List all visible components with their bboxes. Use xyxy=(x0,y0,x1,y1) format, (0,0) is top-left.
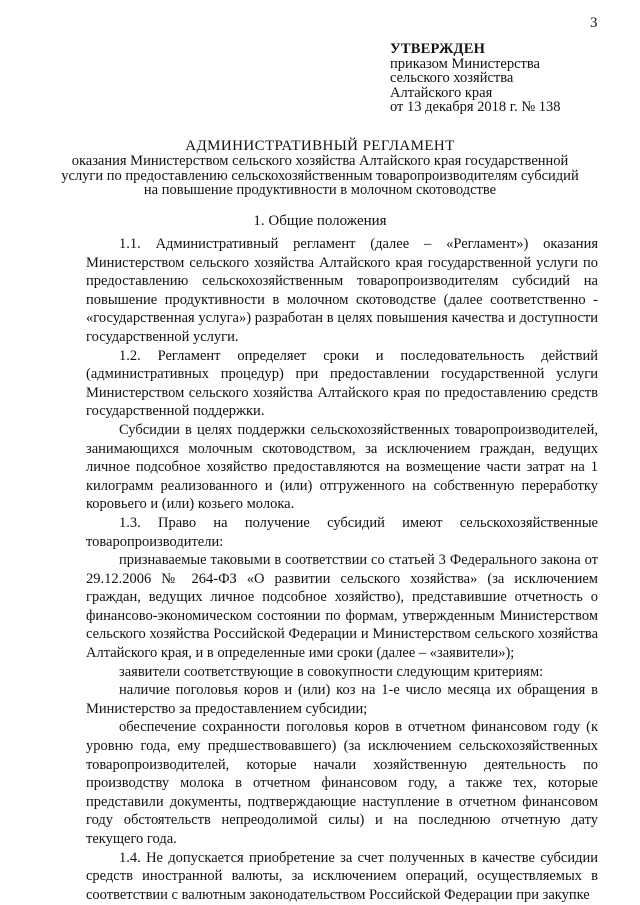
paragraph-1-2: 1.2. Регламент определяет сроки и последовательность действий (административных процедур) при предоставлении государственной услуги Министерством сельского хозяйства Алтайского края по предоставлению средств государственной поддержки. xyxy=(86,347,598,420)
approval-block xyxy=(390,42,630,115)
subtitle-line: на повышение продуктивности в молочном скотоводстве xyxy=(143,182,497,198)
approval-line: сельского хозяйства xyxy=(390,70,514,86)
paragraph-subsidies: Субсидии в целях поддержки сельскохозяйственных товаропроизводителей, занимающихся молочным скотоводством, за исключением граждан, ведущих личное подсобное хозяйство предоставляются на возмещение части затрат на 1 килограмм реализованного и (или) отгруженного на собственную переработку коровьего и (или) козьего молока. xyxy=(86,421,598,513)
approval-line: Алтайского края xyxy=(390,84,493,101)
paragraph-criteria: заявители соответствующие в совокупности следующим критериям: xyxy=(119,663,544,680)
paragraph-recognized: признаваемые таковыми в соответствии со статьей 3 Федерального закона от 29.12.2006 № 264-ФЗ «О развитии сельского хозяйства» (за исключением граждан, ведущих личное подсобное хозяйство), представившие отчетность о финансово-экономическом состоянии по формам, утвержденным Министерством сельского хозяйства Российской Федерации и Министерством сельского хозяйства Алтайского края, и в определенные ими сроки (далее – «заявители»); xyxy=(86,552,598,662)
section-body xyxy=(86,235,598,904)
approval-line: приказом Министерства xyxy=(390,55,540,72)
paragraph-1-3: 1.3. Право на получение субсидий имеют сельскохозяйственные товаропроизводители: xyxy=(86,514,598,550)
paragraph-livestock: наличие поголовья коров и (или) коз на 1-е число месяца их обращения в Министерство за предоставлением субсидии; xyxy=(86,682,598,717)
approval-title: УТВЕРЖДЕН xyxy=(390,41,486,57)
document-subtitle xyxy=(0,154,640,198)
approval-date-line: от 13 декабря 2018 г. № 138 xyxy=(390,99,561,115)
section-heading: 1. Общие положения xyxy=(253,213,387,229)
paragraph-1-1: 1.1. Административный регламент (далее – «Регламент») оказания Министерством сельского хозяйства Алтайского края государственной услуги по предоставлению сельскохозяйственным товаропроизводителям субсидий на повышение продуктивности в молочном скотоводстве (далее соответственно - «государственная услуга») разработан в целях повышения качества и доступности государственной услуги. xyxy=(86,236,598,345)
document-title: АДМИНИСТРАТИВНЫЙ РЕГЛАМЕНТ xyxy=(185,138,455,154)
paragraph-1-4: 1.4. Не допускается приобретение за счет полученных в качестве субсидии средств иностранной валюты, за исключением операций, осуществляемых в соответствии с валютным законодательством Российской Федерации при закупке xyxy=(86,849,598,903)
subtitle-line: оказания Министерством сельского хозяйства Алтайского края государственной xyxy=(71,153,569,169)
paragraph-preservation: обеспечение сохранности поголовья коров в отчетном финансовом году (к уровню года, ему предшествовавшего) (за исключением сельскохозяйственных товаропроизводителей, которые начали хозяйственную деятельность по производству молока в отчетном финансовом году, а также тех, которые представили документы, подтверждающие наступление в отчетном финансовом году обстоятельств непреодолимой силы) и на последнюю отчетную дату текущего года. xyxy=(86,719,598,847)
subtitle-line: услуги по предоставлению сельскохозяйственным товаропроизводителям субсидий xyxy=(61,167,579,184)
page-number: 3 xyxy=(590,15,598,31)
